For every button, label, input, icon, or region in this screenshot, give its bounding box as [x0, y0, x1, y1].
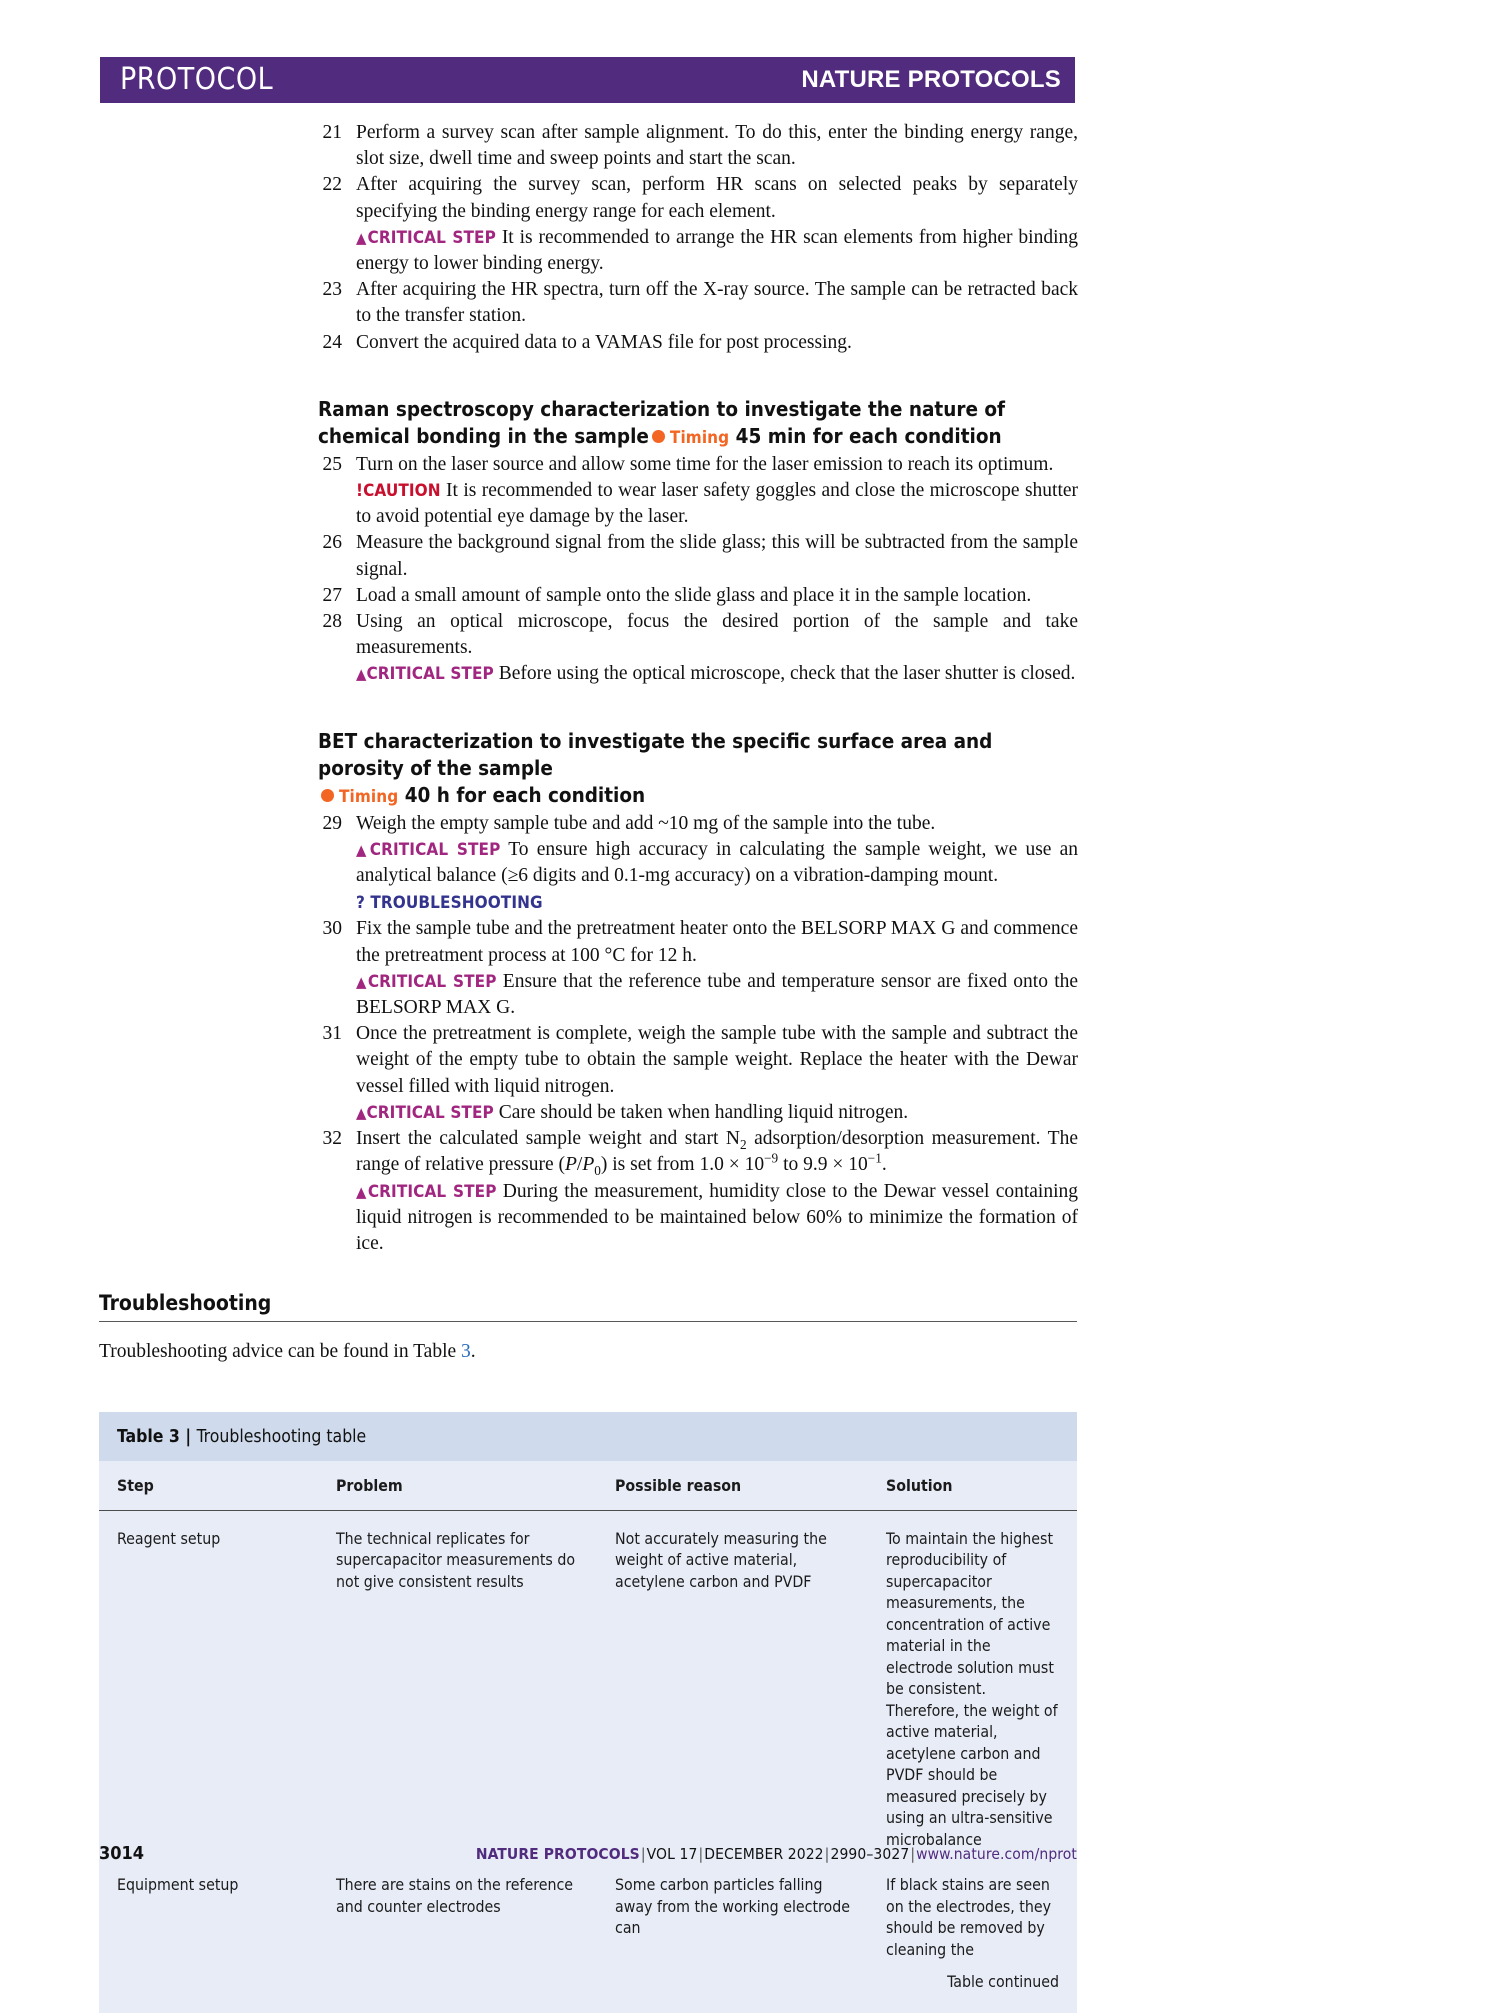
steps-list-bet	[318, 811, 1078, 1257]
running-head-bar	[100, 57, 1075, 103]
step-item	[318, 277, 1078, 329]
step-item	[318, 120, 1078, 172]
step-item	[318, 916, 1078, 1021]
caution-note	[356, 478, 1078, 530]
running-head-journal-name: NATURE PROTOCOLS	[801, 66, 1061, 93]
critical-step-label	[356, 228, 496, 248]
table-header-row	[99, 1461, 1077, 1510]
step-text-part-b: adsorption/desorption measurement. The range of relative pressure (	[356, 1128, 1078, 1176]
italic-p: P	[564, 1154, 577, 1176]
table-cell-reason: Not accurately measuring the weight of active material, acetylene carbon and PVDF	[615, 1528, 827, 1591]
step-text-part-d: to 9.9 × 10	[778, 1154, 868, 1176]
step-item	[318, 811, 1078, 917]
table-3-crossref-link[interactable]: 3	[461, 1341, 471, 1362]
table-cell-step: Reagent setup	[117, 1528, 221, 1548]
critical-step-note	[356, 1100, 1078, 1126]
table-header-possible-reason: Possible reason	[597, 1461, 868, 1510]
steps-list-raman	[318, 452, 1078, 688]
critical-step-label-text: CRITICAL STEP	[367, 971, 497, 992]
step-item	[318, 172, 1078, 277]
critical-step-label-text: CRITICAL STEP	[367, 1181, 497, 1202]
timing-label: Timing	[669, 427, 730, 448]
step-number: 32	[322, 1128, 342, 1150]
section-heading-raman	[318, 396, 1078, 452]
step-number: 30	[322, 918, 342, 940]
subscript-zero: 0	[594, 1163, 601, 1179]
spacer	[318, 688, 1078, 728]
step-number: 23	[322, 279, 342, 301]
critical-step-text: It is recommended to arrange the HR scan elements from higher binding energy to lower binding energy.	[356, 226, 1078, 275]
triangle-icon: ▲	[356, 665, 367, 684]
page-number: 3014	[99, 1843, 145, 1864]
step-number: 27	[322, 584, 342, 606]
step-item	[318, 1021, 1078, 1126]
step-text-composed	[356, 1128, 1078, 1179]
critical-step-label	[356, 840, 500, 860]
critical-step-label	[356, 1103, 494, 1123]
timing-value-raman: 45 min for each condition	[735, 423, 1002, 448]
table-cell-problem: There are stains on the reference and counter electrodes	[336, 1875, 574, 1916]
table-cell-reason: Some carbon particles falling away from the working electrode can	[615, 1875, 851, 1937]
triangle-icon: ▲	[356, 972, 368, 991]
critical-step-note	[356, 661, 1078, 687]
steps-list-xps	[318, 120, 1078, 356]
step-text: Convert the acquired data to a VAMAS file for post processing.	[356, 331, 852, 353]
step-number: 26	[322, 532, 342, 554]
table-cell-solution: If black stains are seen on the electrodes, they should be removed by cleaning the	[886, 1875, 1051, 1959]
critical-step-note	[356, 969, 1078, 1021]
triangle-icon: ▲	[356, 228, 368, 247]
step-item	[318, 330, 1078, 356]
critical-step-note	[356, 837, 1078, 889]
step-item	[318, 452, 1078, 531]
step-item	[318, 1126, 1078, 1257]
table-caption-separator: |	[179, 1427, 197, 1447]
critical-step-label-text: CRITICAL STEP	[366, 664, 494, 685]
step-text-part-a: Insert the calculated sample weight and start N	[356, 1128, 740, 1150]
table-row	[99, 1510, 1077, 1858]
step-number: 22	[322, 174, 342, 196]
table-3	[99, 1412, 1077, 2013]
subscript-n2: 2	[739, 1136, 747, 1152]
critical-step-text: Before using the optical microscope, check that the laser shutter is closed.	[498, 663, 1076, 685]
step-text: Perform a survey scan after sample alignment. To do this, enter the binding energy range, slot size, dwell time and sweep points and start the scan.	[356, 122, 1078, 170]
critical-step-note	[356, 1179, 1078, 1258]
triangle-icon: ▲	[356, 1103, 367, 1122]
step-number: 24	[322, 331, 342, 353]
table-continued-note: Table continued	[947, 1972, 1059, 1991]
timing-dot-icon	[321, 789, 334, 802]
troubleshooting-body	[99, 1339, 1077, 1365]
step-item	[318, 530, 1078, 582]
table-header-problem: Problem	[318, 1461, 597, 1510]
caution-text: It is recommended to wear laser safety goggles and close the microscope shutter to avoid potential eye damage by the laser.	[356, 480, 1079, 528]
slash: /	[576, 1154, 583, 1176]
table-cell-step: Equipment setup	[117, 1875, 239, 1894]
critical-step-label	[356, 664, 494, 684]
critical-step-label-text: CRITICAL STEP	[367, 227, 496, 248]
italic-p0: P	[582, 1154, 595, 1176]
critical-step-label	[356, 972, 497, 992]
footer-separator: |	[698, 1845, 704, 1863]
table-header-step: Step	[99, 1461, 318, 1510]
section-heading-raman-text: Raman spectroscopy characterization to investigate the nature of chemical bonding in the sample	[318, 396, 1006, 448]
footer-separator: |	[640, 1845, 646, 1863]
table-caption-label: Table 3	[117, 1427, 180, 1447]
timing-value-bet: 40 h for each condition	[404, 782, 646, 807]
step-text: After acquiring the survey scan, perform HR scans on selected peaks by separately specifying the binding energy range for each element.	[356, 174, 1078, 222]
step-text: Using an optical microscope, focus the desired portion of the sample and take measurements.	[356, 611, 1078, 659]
step-text: Weigh the empty sample tube and add ~10 mg of the sample into the tube.	[356, 812, 936, 834]
footer-page-range: 2990–3027	[830, 1845, 910, 1863]
table-cell-solution: To maintain the highest reproducibility of supercapacitor measurements, the concentration of active material in the electrode solution must be consistent. Therefore, the weight of active material, acetylene carbon and PVDF should be measured precisely by using an ultra-sensitive microbalance	[886, 1528, 1058, 1849]
footer-separator: |	[910, 1845, 916, 1863]
table-body	[99, 1510, 1077, 1968]
troubleshooting-label: ? TROUBLESHOOTING	[356, 893, 543, 914]
step-text: Measure the background signal from the slide glass; this will be subtracted from the sample signal.	[356, 532, 1078, 580]
footer-separator: |	[824, 1845, 830, 1863]
troubleshooting-body-after: .	[470, 1341, 476, 1362]
table-header-solution: Solution	[868, 1461, 1077, 1510]
troubleshooting-section	[99, 1291, 1077, 1365]
spacer	[318, 356, 1078, 396]
step-text: After acquiring the HR spectra, turn off the X-ray source. The sample can be retracted back to the transfer station.	[356, 279, 1078, 327]
troubleshooting-heading: Troubleshooting	[99, 1291, 1077, 1322]
caution-label	[356, 481, 441, 501]
troubleshooting-body-before: Troubleshooting advice can be found in Table	[99, 1341, 462, 1362]
table-caption	[99, 1412, 1077, 1461]
critical-step-text: To ensure high accuracy in calculating the sample weight, we use an analytical balance (≥6 digits and 0.1-mg accuracy) on a vibration-damping mount.	[356, 838, 1079, 887]
step-number: 31	[322, 1023, 342, 1045]
step-text: Once the pretreatment is complete, weigh the sample tube with the sample and subtract the weight of the empty tube to obtain the sample weight. Replace the heater with the Dewar vessel filled with liquid nitrogen.	[356, 1023, 1078, 1097]
triangle-icon: ▲	[356, 1182, 368, 1201]
table-row	[99, 1858, 1077, 1968]
table-head	[99, 1461, 1077, 1510]
step-text: Fix the sample tube and the pretreatment heater onto the BELSORP MAX G and commence the pretreatment process at 100 °C for 12 h.	[356, 918, 1078, 966]
step-item	[318, 609, 1078, 688]
table-caption-title: Troubleshooting table	[196, 1427, 367, 1447]
critical-step-label-text: CRITICAL STEP	[369, 839, 501, 860]
timing-dot-icon	[652, 430, 665, 443]
footer-citation	[476, 1845, 1077, 1863]
footer-journal-name: NATURE PROTOCOLS	[475, 1845, 640, 1863]
troubleshooting-note	[356, 889, 1078, 916]
critical-step-label-text: CRITICAL STEP	[366, 1102, 494, 1123]
exclamation-icon: !	[356, 481, 364, 502]
superscript-minus1: −1	[867, 1150, 882, 1166]
step-text-part-c: ) is set from 1.0 × 10	[600, 1154, 765, 1176]
footer-url-link[interactable]: www.nature.com/nprot	[916, 1845, 1077, 1863]
page-footer	[99, 1843, 1077, 1864]
step-text-part-e: .	[881, 1154, 887, 1176]
step-number: 25	[322, 453, 342, 475]
table-cell-problem: The technical replicates for supercapacitor measurements do not give consistent results	[336, 1528, 576, 1591]
superscript-minus9: −9	[764, 1150, 779, 1166]
footer-issue-date: DECEMBER 2022	[704, 1845, 824, 1863]
step-number: 28	[322, 611, 342, 633]
step-number: 21	[322, 122, 342, 143]
critical-step-text: During the measurement, humidity close to the Dewar vessel containing liquid nitrogen is recommended to be maintained below 60% to minimize the formation of ice.	[356, 1180, 1079, 1254]
triangle-icon: ▲	[356, 840, 370, 859]
step-number: 29	[322, 812, 342, 834]
running-head-left-title: PROTOCOL	[120, 62, 274, 97]
troubleshooting-table	[99, 1461, 1077, 1968]
main-content-column	[318, 120, 1078, 1257]
footer-volume: VOL 17	[646, 1845, 698, 1863]
critical-step-note	[356, 225, 1078, 277]
section-heading-bet-text: BET characterization to investigate the specific surface area and porosity of the sample	[318, 728, 993, 780]
step-item	[318, 583, 1078, 609]
caution-label-text: CAUTION	[363, 481, 441, 502]
timing-label: Timing	[339, 786, 399, 807]
step-text: Turn on the laser source and allow some time for the laser emission to reach its optimum.	[356, 453, 1054, 475]
critical-step-text: Care should be taken when handling liquid nitrogen.	[498, 1101, 909, 1123]
critical-step-text: Ensure that the reference tube and temperature sensor are fixed onto the BELSORP MAX G.	[356, 970, 1079, 1019]
section-heading-bet	[318, 728, 1078, 811]
step-text: Load a small amount of sample onto the slide glass and place it in the sample location.	[356, 584, 1032, 606]
critical-step-label	[356, 1182, 497, 1202]
